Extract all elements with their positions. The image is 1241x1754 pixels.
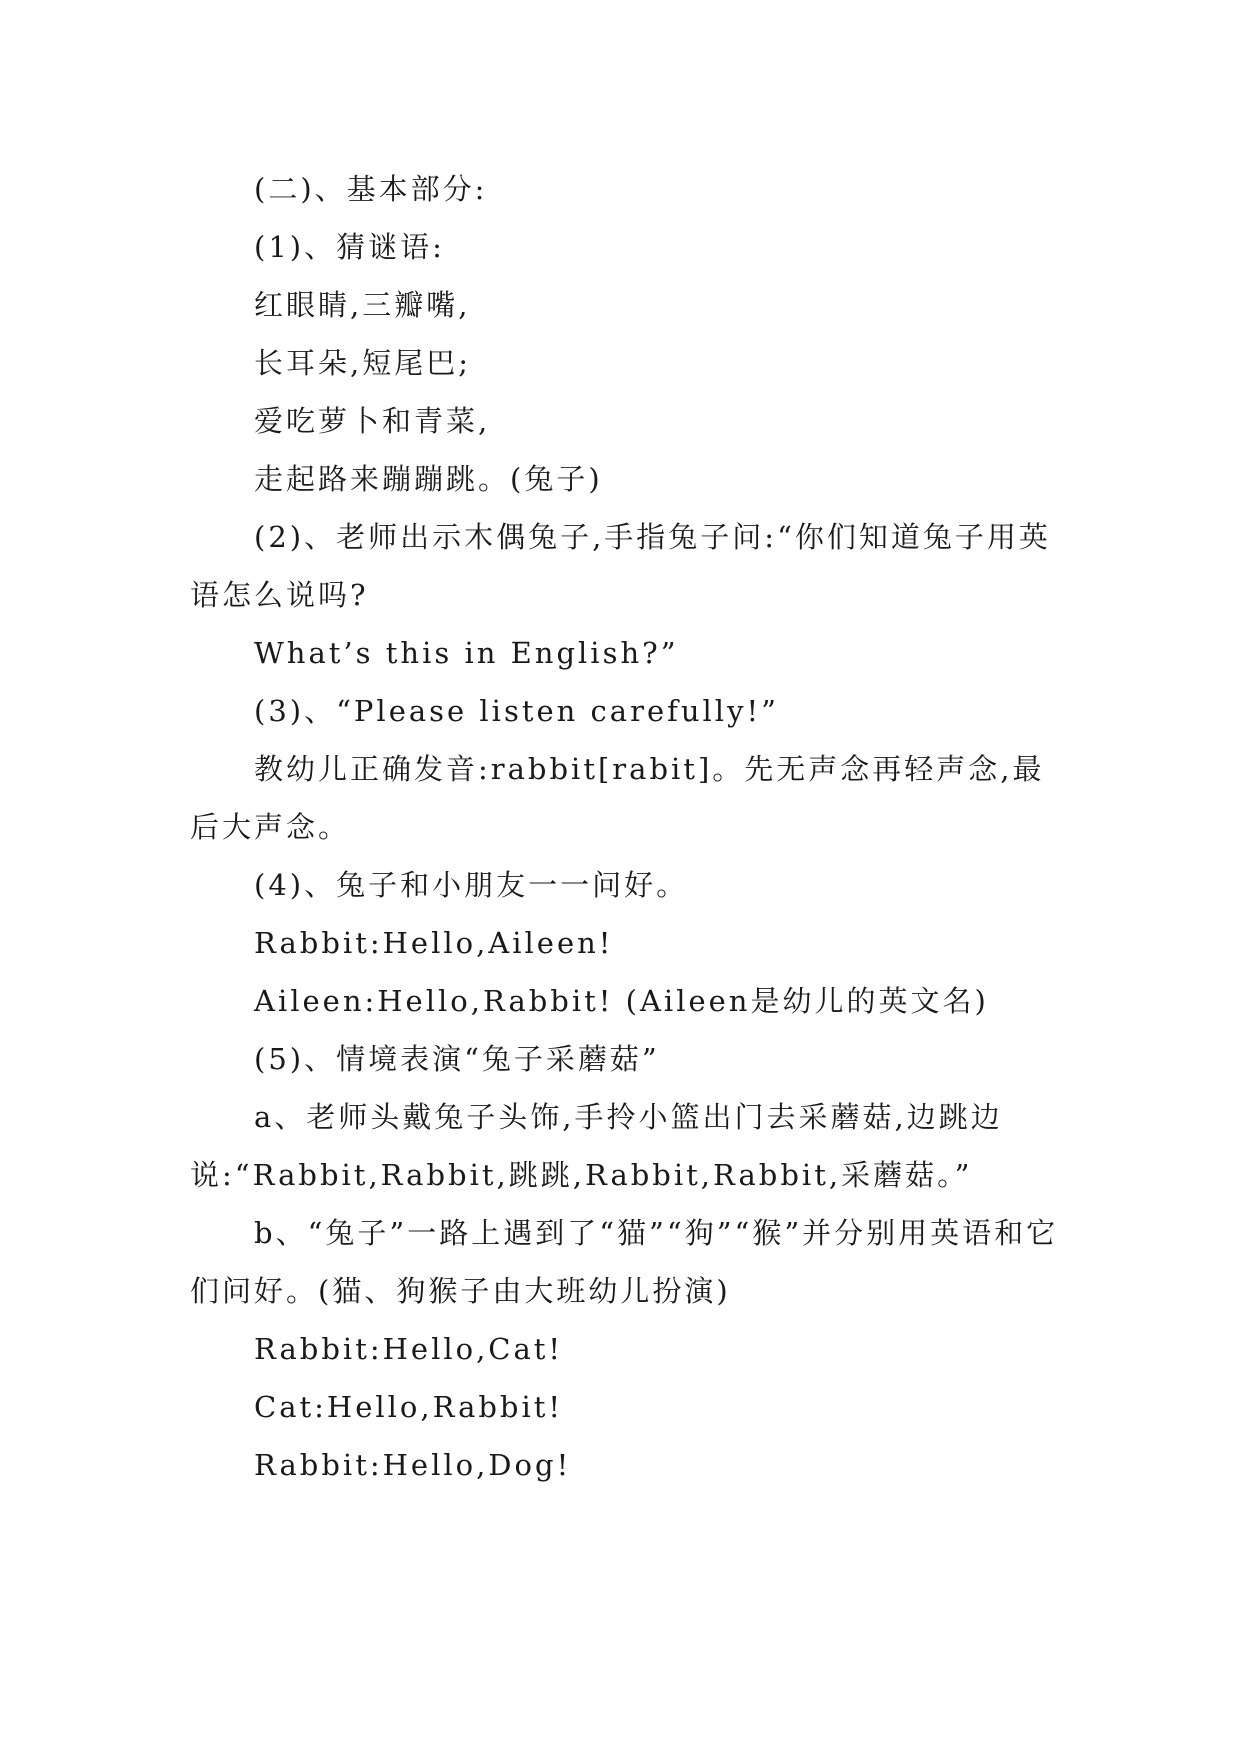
step-paragraph: a、老师头戴兔子头饰,手拎小篮出门去采蘑菇,边跳边说:“Rabbit,Rabbit,跳跳,Rabbit,Rabbit,采蘑菇。” <box>190 1100 1003 1192</box>
dialogue-line: Cat:Hello,Rabbit! <box>254 1390 564 1424</box>
english-line: What’s this in English?” <box>254 636 679 670</box>
step-heading: (3)、“Please listen carefully!” <box>254 694 779 728</box>
document-body <box>190 160 1070 1494</box>
step-heading: (5)、情境表演“兔子采蘑菇” <box>254 1042 660 1076</box>
riddle-line: 红眼睛,三瓣嘴, <box>254 288 471 322</box>
step-paragraph: b、“兔子”一路上遇到了“猫”“狗”“猴”并分别用英语和它们问好。(猫、狗猴子由大班幼儿扮演) <box>190 1216 1059 1308</box>
riddle-line: 走起路来蹦蹦跳。(兔子) <box>254 462 603 496</box>
riddle-line: 爱吃萝卜和青菜, <box>254 404 491 438</box>
step-heading: (4)、兔子和小朋友一一问好。 <box>254 868 689 902</box>
dialogue-line: Rabbit:Hello,Dog! <box>254 1448 572 1482</box>
dialogue-line: Rabbit:Hello,Aileen! <box>254 926 614 960</box>
step-heading: (1)、猜谜语: <box>254 230 445 264</box>
step-paragraph: 教幼儿正确发音:rabbit[rabit]。先无声念再轻声念,最后大声念。 <box>190 752 1045 844</box>
step-paragraph: (2)、老师出示木偶兔子,手指兔子问:“你们知道兔子用英语怎么说吗? <box>190 520 1051 612</box>
dialogue-line: Rabbit:Hello,Cat! <box>254 1332 564 1366</box>
section-heading: (二)、基本部分: <box>254 172 488 206</box>
riddle-line: 长耳朵,短尾巴; <box>254 346 471 380</box>
dialogue-line: Aileen:Hello,Rabbit! (Aileen是幼儿的英文名) <box>254 984 989 1018</box>
